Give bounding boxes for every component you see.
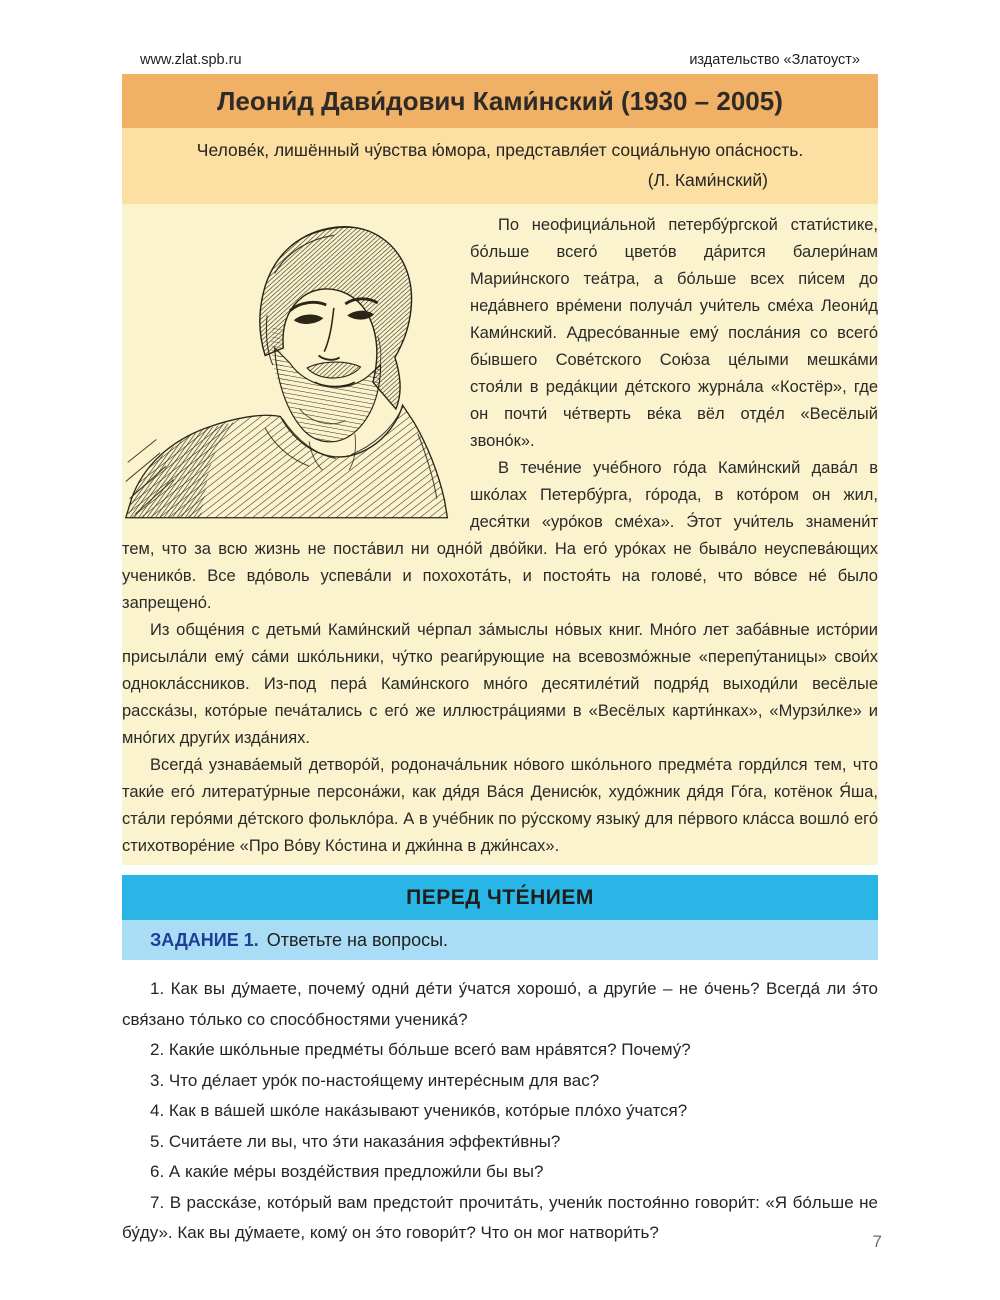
bio-paragraph-3: Из обще́ния с детьми́ Ками́нский че́рпал за́мыслы но́вых книг. Мно́го лет заба́вные исто́рии присыла́ли ему́ са́ми шко́льники, чу́тко реаги́рующие на всевозмо́жные «перепу́таницы» свои́х однокла́ссников. Из-под пера́ Ками́нского мно́го десятиле́тий подря́д выходи́ли весёлые расска́зы, кото́рые печа́тались с его́ же иллюстра́циями в «Весёлых карти́нках», «Мурзи́лке» и мно́гих други́х изда́ниях. <box>122 621 878 747</box>
bio-paragraph-2: В тече́ние уче́бного го́да Ками́нский дава́л в шко́лах Петербу́рга, го́рода, в кото́ром он жил, деся́тки «уро́ков сме́ха». Э́тот учи́тель знамени́т тем, что за всю жизнь не поста́вил ни одно́й дво́йки. На его́ уро́ках не быва́ло неуспева́ющих ученико́в. Все вдо́воль успева́ли и похохота́ть, и постоя́ть на голове́, что во́все не́ было запрещено́. <box>122 459 878 612</box>
questions-list <box>122 960 878 1249</box>
section-banner-before-reading <box>122 875 878 920</box>
header-publisher: издательство «Златоуст» <box>689 52 860 68</box>
question-item-4: 4. Как в ва́шей шко́ле нака́зывают ученико́в, кото́рые пло́хо у́чатся? <box>150 1101 688 1120</box>
task-instruction: Ответьте на вопросы. <box>266 929 449 950</box>
header-site-url: www.zlat.spb.ru <box>140 52 242 68</box>
question-item-6: 6. А каки́е ме́ры возде́йствия предложи́ли бы вы? <box>150 1162 544 1181</box>
biography-section <box>122 204 878 865</box>
portrait-sketch-icon <box>122 212 456 520</box>
question-item-3: 3. Что де́лает уро́к по-настоя́щему интере́сным для вас? <box>150 1070 600 1090</box>
bio-paragraph-1: По неофициа́льной петербу́ргской стати́стике, бо́льше всего́ цвето́в да́рится балери́нам Марии́нского теа́тра, а бо́льше всех пи́сем до неда́внего вре́мени получа́л учи́тель сме́ха Леони́д Ками́нский. Адресо́ванные ему́ посла́ния со всего́ бы́вшего Сове́тского Сою́за це́лыми мешка́ми стоя́ли в реда́кции де́тского журна́ла «Костёр», где он почти́ че́тверть ве́ка вёл отде́л «Весёлый звоно́к». <box>470 216 878 450</box>
task-number-label: ЗАДАНИЕ 1. <box>150 929 259 950</box>
epigraph-attribution: (Л. Ками́нский) <box>647 170 768 190</box>
task-banner <box>122 920 878 960</box>
epigraph-text: Челове́к, лишённый чу́вства ю́мора, представля́ет социа́льную опа́сность. <box>196 140 804 160</box>
page-title: Леони́д Дави́дович Ками́нский (1930 – 2005) <box>217 85 783 116</box>
epigraph-block <box>122 128 878 204</box>
bio-paragraph-4: Всегда́ узнава́емый детворо́й, родонача́льник но́вого шко́льного предме́та горди́лся тем, что таки́е его́ литерату́рные персона́жи, как дя́дя Ва́ся Денисю́к, худо́жник дя́дя Го́га, котёнок Я́ша, ста́ли геро́ями де́тского фолькло́ра. А в уче́бник по ру́сскому языку́ для пе́рвого кла́сса вошло́ его́ стихотворе́ние «Про Во́ву Ко́стина и джи́нна в джи́нсах». <box>122 756 878 855</box>
page-number: 7 <box>872 1232 882 1251</box>
question-item-7: 7. В расска́зе, кото́рый вам предстои́т прочита́ть, учени́к постоя́нно говори́т: «Я бо́льше не бу́ду». Как вы ду́маете, кому́ он э́то говори́т? Что он мог натвори́ть? <box>122 1192 878 1242</box>
title-banner <box>122 74 878 128</box>
section-banner-text: ПЕРЕД ЧТЕ́НИЕМ <box>406 885 594 909</box>
question-item-5: 5. Счита́ете ли вы, что э́ти наказа́ния эффекти́вны? <box>150 1131 561 1151</box>
question-item-2: 2. Каки́е шко́льные предме́ты бо́льше всего́ вам нра́вятся? Почему́? <box>150 1040 691 1059</box>
question-item-1: 1. Как вы ду́маете, почему́ одни́ де́ти у́чатся хорошо́, а други́е – не о́чень? Всегда́ ли э́то свя́зано то́лько со спосо́бностями ученика́? <box>122 979 878 1029</box>
page-header <box>122 0 878 74</box>
